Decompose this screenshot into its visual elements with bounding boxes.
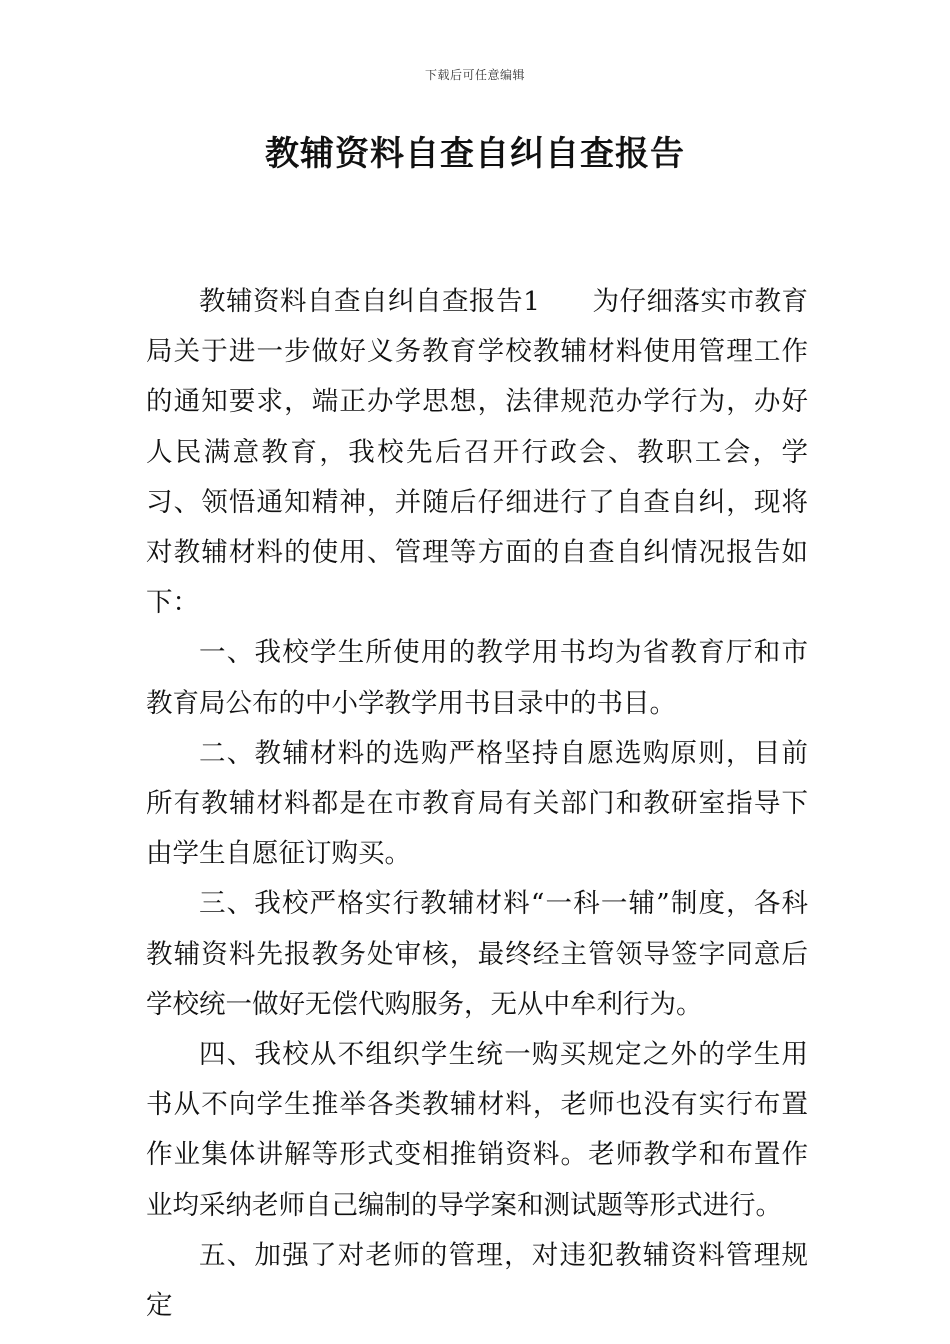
- paragraph-1: 一、我校学生所使用的教学用书均为省教育厅和市教育局公布的中小学教学用书目录中的书目。: [146, 637, 808, 719]
- paragraph-4: 四、我校从不组织学生统一购买规定之外的学生用书从不向学生推举各类教辅材料，老师也没有实行布置作业集体讲解等形式变相推销资料。老师教学和布置作业均采纳老师自己编制的导学案和测试题等形式进行。: [146, 1039, 808, 1221]
- document-title: 教辅资料自查自纠自查报告: [265, 134, 685, 174]
- intro-body: 为仔细落实市教育局关于进一步做好义务教育学校教辅材料使用管理工作的通知要求，端正办学思想，法律规范办学行为，办好人民满意教育，我校先后召开行政会、教职工会，学习、领悟通知精神，并随后仔细进行了自查自纠，现将对教辅材料的使用、管理等方面的自查自纠情况报告如下：: [146, 286, 808, 619]
- document-body: [146, 277, 808, 1331]
- header-note: 下载后可任意编辑: [424, 68, 525, 82]
- paragraph-3: 三、我校严格实行教辅材料“一科一辅”制度，各科教辅资料先报教务处审核，最终经主管领导签字同意后学校统一做好无偿代购服务，无从中牟利行为。: [146, 888, 808, 1020]
- intro-paragraph: [146, 277, 808, 628]
- intro-heading: 教辅资料自查自纠自查报告1: [199, 286, 540, 317]
- paragraph-2: 二、教辅材料的选购严格坚持自愿选购原则，目前所有教辅材料都是在市教育局有关部门和教研室指导下由学生自愿征订购买。: [146, 737, 808, 870]
- paragraph-5: 五、加强了对老师的管理，对违犯教辅资料管理规定: [146, 1239, 808, 1322]
